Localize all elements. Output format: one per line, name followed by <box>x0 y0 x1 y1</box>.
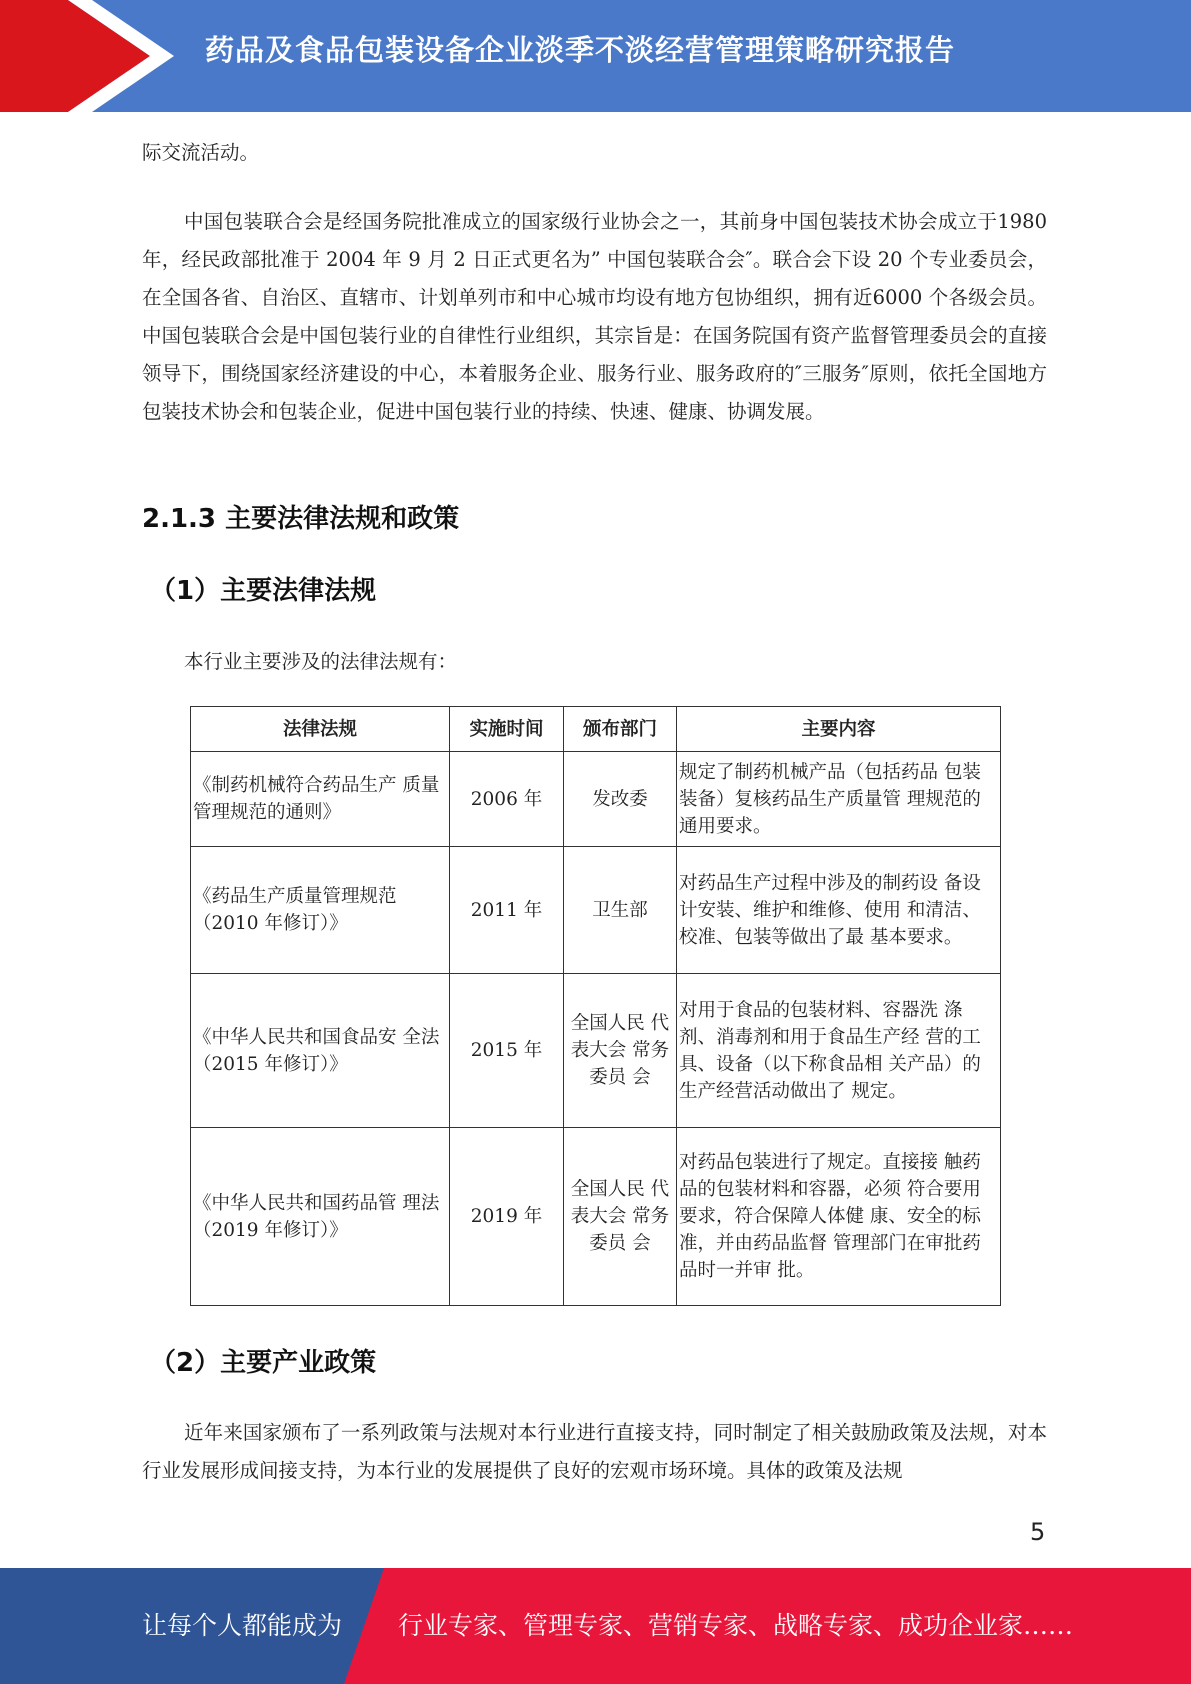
laws-intro: 本行业主要涉及的法律法规有： <box>184 650 458 673</box>
paragraph-continuation: 际交流活动。 <box>142 141 260 164</box>
column-header-law: 法律法规 <box>191 707 450 752</box>
page-footer <box>0 1568 1191 1684</box>
subsection-heading-policies: （2）主要产业政策 <box>150 1348 377 1378</box>
page-number: 5 <box>1030 1518 1046 1546</box>
column-header-content: 主要内容 <box>677 707 1001 752</box>
law-name: 《中华人民共和国食品安 全法（2015 年修订）》 <box>191 974 450 1128</box>
footer-slogan-right: 行业专家、管理专家、营销专家、战略专家、成功企业家…… <box>398 1611 1074 1640</box>
law-date: 2011 年 <box>450 847 564 974</box>
section-heading: 2.1.3 主要法律法规和政策 <box>142 504 460 534</box>
page-header <box>0 0 1191 112</box>
column-header-effective-date: 实施时间 <box>450 707 564 752</box>
law-content: 对药品包装进行了规定。直接接 触药品的包装材料和容器，必须 符合要用要求，符合保障人体健 康、安全的标准，并由药品监督 管理部门在审批药品时一并审 批。 <box>677 1128 1001 1306</box>
table-row <box>191 974 1001 1128</box>
table-header-row <box>191 707 1001 752</box>
column-header-department: 颁布部门 <box>564 707 677 752</box>
paragraph-policies: 近年来国家颁布了一系列政策与法规对本行业进行直接支持，同时制定了相关鼓励政策及法规，对本行业发展形成间接支持，为本行业的发展提供了良好的宏观市场环境。具体的政策及法规 <box>142 1421 1047 1482</box>
law-name: 《中华人民共和国药品管 理法（2019 年修订）》 <box>191 1128 450 1306</box>
law-content: 对药品生产过程中涉及的制药设 备设计安装、维护和维修、使用 和清洁、校准、包装等做出了最 基本要求。 <box>677 847 1001 974</box>
law-department: 全国人民 代表大会 常务委员 会 <box>564 1128 677 1306</box>
laws-table <box>190 706 1001 1306</box>
paragraph-packaging-federation: 中国包装联合会是经国务院批准成立的国家级行业协会之一，其前身中国包装技术协会成立于1980 年，经民政部批准于 2004 年 9 月 2 日正式更名为” 中国包装联合会″。联合会下设 20 个专业委员会，在全国各省、自治区、直辖市、计划单列市和中心城市均设有地方包协组织，拥有近6000 个各级会员。中国包装联合会是中国包装行业的自律性行业组织，其宗旨是：在国务院国有资产监督管理委员会的直接领导下，围绕国家经济建设的中心，本着服务企业、服务行业、服务政府的″三服务″原则，依托全国地方包装技术协会和包装企业，促进中国包装行业的持续、快速、健康、协调发展。 <box>142 210 1047 423</box>
law-content: 规定了制药机械产品（包括药品 包装装备）复核药品生产质量管 理规范的通用要求。 <box>677 752 1001 847</box>
law-name: 《制药机械符合药品生产 质量管理规范的通则》 <box>191 752 450 847</box>
law-department: 全国人民 代表大会 常务委员 会 <box>564 974 677 1128</box>
law-department: 卫生部 <box>564 847 677 974</box>
report-title: 药品及食品包装设备企业淡季不淡经营管理策略研究报告 <box>205 33 956 67</box>
law-date: 2006 年 <box>450 752 564 847</box>
law-date: 2019 年 <box>450 1128 564 1306</box>
footer-slogan-left: 让每个人都能成为 <box>142 1611 343 1640</box>
law-date: 2015 年 <box>450 974 564 1128</box>
table-row <box>191 752 1001 847</box>
law-content: 对用于食品的包装材料、容器洗 涤剂、消毒剂和用于食品生产经 营的工具、设备（以下称食品相 关产品）的生产经营活动做出了 规定。 <box>677 974 1001 1128</box>
law-name: 《药品生产质量管理规范（2010 年修订）》 <box>191 847 450 974</box>
table-row <box>191 1128 1001 1306</box>
subsection-heading-laws: （1）主要法律法规 <box>150 576 377 606</box>
table-row <box>191 847 1001 974</box>
law-department: 发改委 <box>564 752 677 847</box>
